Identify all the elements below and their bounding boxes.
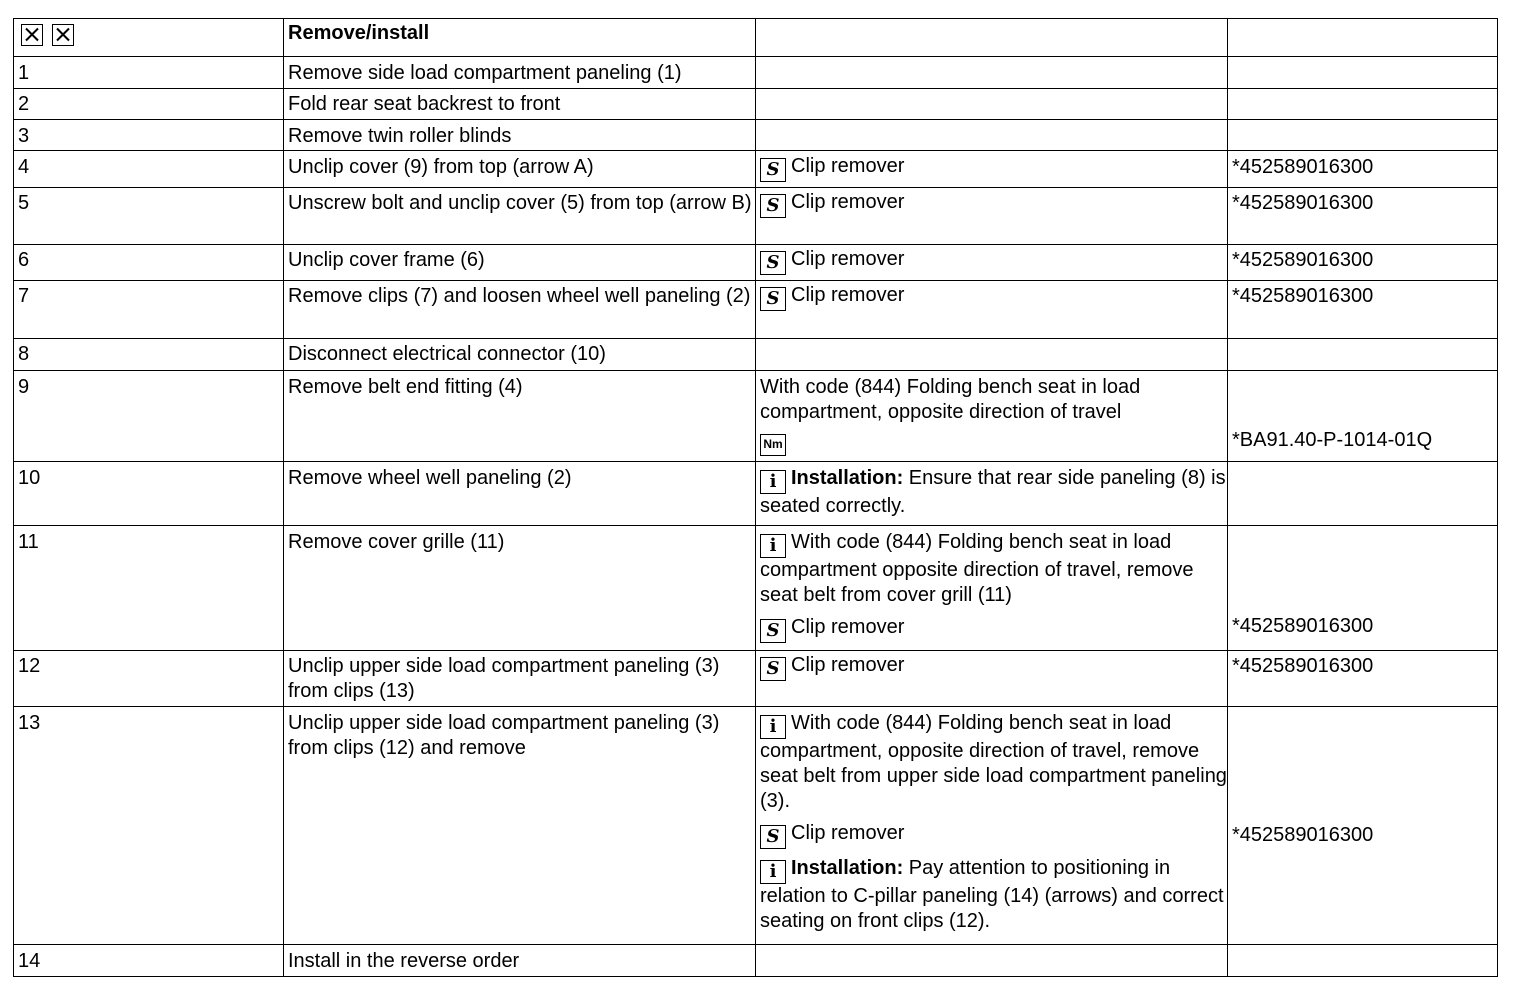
table-row (14, 57, 1498, 89)
tool-label: Clip remover (791, 191, 905, 213)
installation-text: Pay attention to positioning in relation to C-pillar paneling (14) (arrows) and correct seating on front clips (12). (760, 857, 1224, 932)
special-tool-icon: S (760, 287, 786, 311)
tool-cell (756, 281, 1228, 339)
special-tool-icon: S (760, 825, 786, 849)
part-number[interactable]: *452589016300 (1228, 245, 1498, 281)
table-row (14, 707, 1498, 945)
part-number[interactable]: *BA91.40-P-1014-01Q (1228, 371, 1498, 462)
part-number[interactable]: *452589016300 (1228, 151, 1498, 188)
info-icon: i (760, 470, 786, 494)
step-number: 14 (14, 945, 284, 977)
step-number: 7 (14, 281, 284, 339)
table-row (14, 945, 1498, 977)
installation-label: Installation: (791, 857, 904, 879)
note-cell (756, 371, 1228, 462)
step-number: 9 (14, 371, 284, 462)
tool-cell (756, 651, 1228, 707)
part-number[interactable]: *452589016300 (1228, 188, 1498, 245)
expand-icon[interactable] (21, 24, 43, 46)
table-row (14, 151, 1498, 188)
step-text: Remove clips (7) and loosen wheel well paneling (2) (284, 281, 756, 339)
table-row (14, 245, 1498, 281)
step-number: 12 (14, 651, 284, 707)
info-text: With code (844) Folding bench seat in load compartment opposite direction of travel, remove seat belt from cover grill (11) (760, 531, 1194, 606)
step-number: 1 (14, 57, 284, 89)
step-number: 10 (14, 462, 284, 526)
info-icon: i (760, 860, 786, 884)
part-number[interactable]: *452589016300 (1228, 707, 1498, 945)
step-text: Remove side load compartment paneling (1) (284, 57, 756, 89)
step-text: Remove twin roller blinds (284, 120, 756, 151)
tool-label: Clip remover (791, 155, 905, 177)
special-tool-icon: S (760, 619, 786, 643)
info-icon: i (760, 534, 786, 558)
note-cell (756, 707, 1228, 945)
note-text: With code (844) Folding bench seat in load compartment, opposite direction of travel (760, 376, 1141, 423)
procedure-table (13, 18, 1498, 977)
step-text: Unclip upper side load compartment paneling (3) from clips (12) and remove (284, 707, 756, 945)
tool-label: Clip remover (791, 822, 905, 844)
table-row (14, 371, 1498, 462)
step-number: 6 (14, 245, 284, 281)
step-text: Unclip upper side load compartment paneling (3) from clips (13) (284, 651, 756, 707)
torque-icon[interactable]: Nm (760, 434, 786, 456)
table-row (14, 89, 1498, 120)
special-tool-icon: S (760, 194, 786, 218)
header-row (14, 19, 1498, 57)
installation-text: Ensure that rear side paneling (8) is seated correctly. (760, 467, 1226, 517)
special-tool-icon: S (760, 158, 786, 182)
step-text: Unclip cover (9) from top (arrow A) (284, 151, 756, 188)
note-cell (756, 462, 1228, 526)
step-text: Remove wheel well paneling (2) (284, 462, 756, 526)
step-text: Remove cover grille (11) (284, 526, 756, 651)
step-number: 5 (14, 188, 284, 245)
table-row (14, 526, 1498, 651)
step-number: 4 (14, 151, 284, 188)
table-row (14, 651, 1498, 707)
info-text: With code (844) Folding bench seat in load compartment, opposite direction of travel, remove seat belt from upper side load compartment paneling (3). (760, 712, 1227, 812)
tool-cell (756, 151, 1228, 188)
step-number: 3 (14, 120, 284, 151)
step-text: Remove belt end fitting (4) (284, 371, 756, 462)
step-text: Unclip cover frame (6) (284, 245, 756, 281)
table-row (14, 339, 1498, 371)
special-tool-icon: S (760, 251, 786, 275)
table-row (14, 281, 1498, 339)
note-cell (756, 526, 1228, 651)
tool-label: Clip remover (791, 284, 905, 306)
special-tool-icon: S (760, 657, 786, 681)
part-number[interactable]: *452589016300 (1228, 651, 1498, 707)
collapse-icon[interactable] (52, 24, 74, 46)
step-number: 8 (14, 339, 284, 371)
step-text: Fold rear seat backrest to front (284, 89, 756, 120)
step-text: Install in the reverse order (284, 945, 756, 977)
installation-label: Installation: (791, 467, 904, 489)
part-number[interactable]: *452589016300 (1228, 281, 1498, 339)
step-number: 13 (14, 707, 284, 945)
tool-cell (756, 188, 1228, 245)
view-toggle-cell (14, 19, 284, 57)
step-text: Disconnect electrical connector (10) (284, 339, 756, 371)
tool-label: Clip remover (791, 248, 905, 270)
table-row (14, 188, 1498, 245)
tool-cell (756, 245, 1228, 281)
step-number: 2 (14, 89, 284, 120)
table-row (14, 120, 1498, 151)
part-number[interactable]: *452589016300 (1228, 526, 1498, 651)
section-title: Remove/install (284, 19, 756, 57)
tool-label: Clip remover (791, 654, 905, 676)
table-row (14, 462, 1498, 526)
info-icon: i (760, 715, 786, 739)
tool-label: Clip remover (791, 616, 905, 638)
step-text: Unscrew bolt and unclip cover (5) from top (arrow B) (284, 188, 756, 245)
step-number: 11 (14, 526, 284, 651)
